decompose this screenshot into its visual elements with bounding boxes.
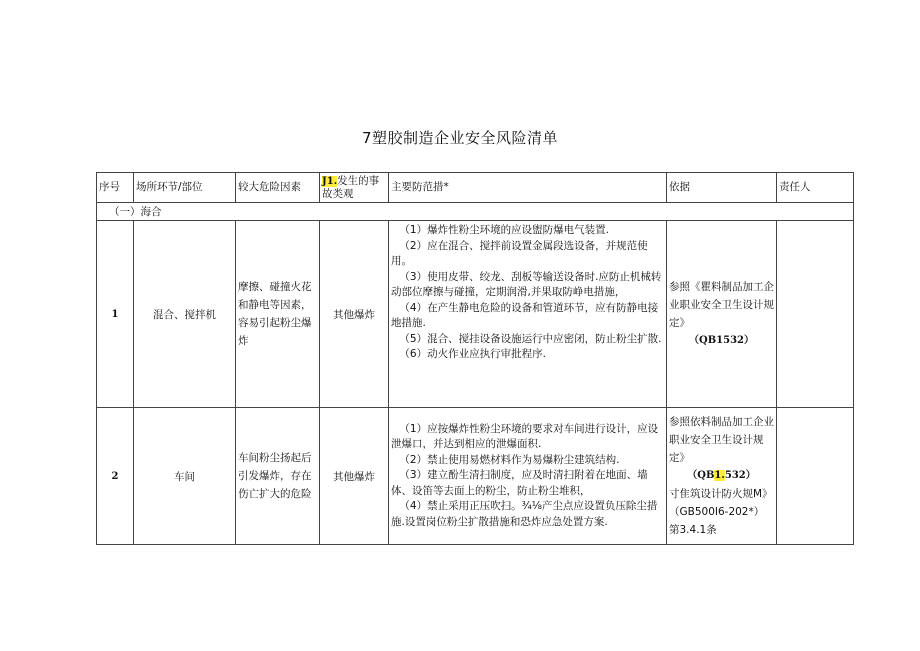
measure-item: （2）禁止使用易燃材料作为易爆粉尘建筑结构. <box>399 453 620 466</box>
measure-item: （4）禁止采用正压吹扫。¾⅛产尘点应设置负压除尘措施.设置岗位粉尘扩散措施和恐炸应急处置方案. <box>391 500 658 528</box>
measure-item: （2）应在混合、搅拌前设置金属段选设备，并规范使用。 <box>391 239 648 267</box>
highlight-mark: J1. <box>322 175 338 187</box>
measure-item: （1）应按爆炸性粉尘环境的要求对车间进行设计，应设泄爆口，并达到相应的泄爆面积. <box>391 422 659 451</box>
row-accident: 其他爆炸 <box>320 408 389 545</box>
table-row <box>97 408 854 545</box>
basis-code-part: 532） <box>724 470 756 481</box>
row-measures <box>389 408 667 545</box>
measure-item: （6）动火作业应执行审批程序. <box>399 348 546 360</box>
section-label: （一）海合 <box>97 203 854 221</box>
row-location: 车间 <box>134 408 236 545</box>
basis-text: 参照《瞿料制品加工企业职业安全卫生设计规定》 <box>669 281 774 329</box>
header-basis: 依据 <box>667 173 777 203</box>
row-accident: 其他爆炸 <box>320 221 389 408</box>
row-seq: 1 <box>97 221 134 408</box>
measure-item: （1）爆炸性粉尘环境的应设盥防爆电气装置. <box>399 224 609 236</box>
row-hazard: 摩擦、碰撞火花和静电等因素，容易引起粉尘爆炸 <box>236 221 320 408</box>
row-location: 混合、搅拌机 <box>134 221 236 408</box>
row-seq: 2 <box>97 408 134 545</box>
basis-code: （QB1532） <box>689 335 754 346</box>
measure-item: （3）使用皮带、绞龙、刮板等输送设备时.应防止机械转动部位摩擦与碰撞，定期润滑,并果取防峥电措施， <box>391 270 662 298</box>
basis-text: 参照依料制品加工企业职业安全卫生设计规定》 <box>669 416 774 464</box>
risk-table <box>96 172 854 545</box>
header-row <box>97 173 854 203</box>
section-row <box>97 203 854 221</box>
row-responsible <box>777 221 854 408</box>
basis-code <box>669 467 774 485</box>
table-row <box>97 221 854 408</box>
row-basis <box>667 408 777 545</box>
highlight-mark: 1. <box>714 470 725 481</box>
row-responsible <box>777 408 854 545</box>
basis-code-part: （QB <box>687 470 715 481</box>
measure-item: （5）混合、搅挂设备设施运行中应密闭，防止粉尘扩散. <box>399 332 662 345</box>
page-title: 7塑胶制造企业安全风险清单 <box>361 129 559 147</box>
header-responsible: 责任人 <box>777 173 854 203</box>
basis-text: 寸隹筑设计防火规M》（GB500I6-202*）第3.4.1条 <box>669 488 773 536</box>
header-seq: 序号 <box>97 173 134 203</box>
row-measures <box>389 221 667 408</box>
header-location: 场所环节/部位 <box>134 173 236 203</box>
row-hazard: 车间粉尘扬起后引发爆炸，存在伤亡扩大的危险 <box>236 408 320 545</box>
header-accident-text: 发生的事故类观 <box>322 174 380 200</box>
row-basis <box>667 221 777 408</box>
header-hazard: 较大危险因素 <box>236 173 320 203</box>
measure-item: （3）建立酚生清扫制度，应及时清扫附着在地面、墙体、设笛等去面上的粉尘，防止粉尘堆积， <box>391 469 648 497</box>
measure-item: （4）在产生静电危险的设备和管道环节，应有防静电接地措施. <box>391 301 659 329</box>
header-measures: 主要防范措* <box>389 173 667 203</box>
header-accident <box>320 173 389 203</box>
